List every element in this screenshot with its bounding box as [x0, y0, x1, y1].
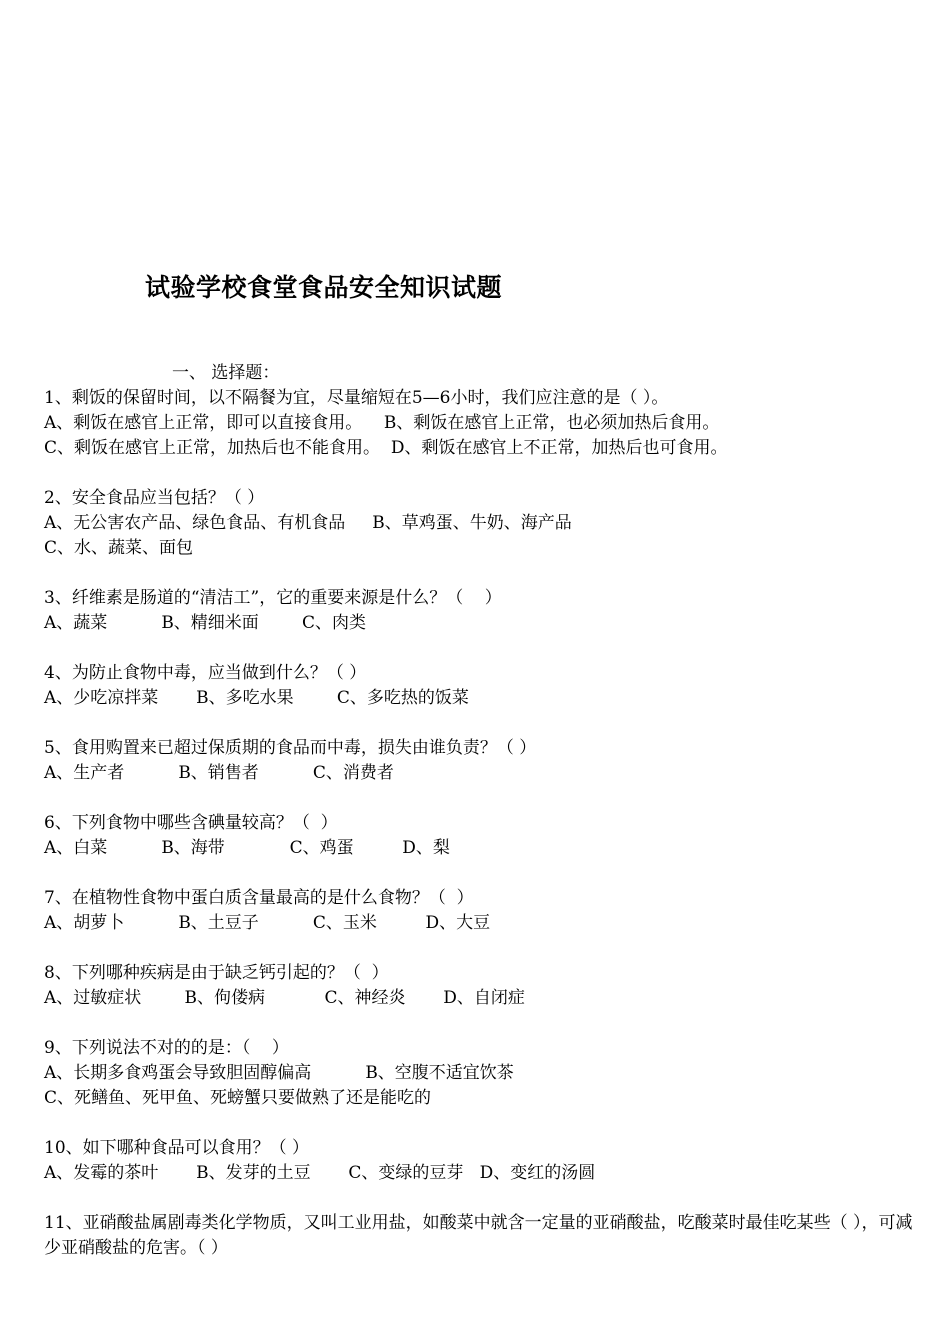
answer-options: C、死鳝鱼、死甲鱼、死螃蟹只要做熟了还是能吃的: [44, 1088, 432, 1108]
answer-options: A、蔬菜 B、精细米面 C、肉类: [44, 613, 367, 633]
answer-options: A、过敏症状 B、佝偻病 C、神经炎 D、自闭症: [44, 988, 525, 1008]
document-title: 试验学校食堂食品安全知识试题: [145, 273, 503, 302]
question-block: [44, 1136, 914, 1186]
question-block: [44, 661, 914, 711]
question-block: [44, 886, 914, 936]
question-text: 6、下列食物中哪些含碘量较高？（ ）: [44, 813, 338, 833]
answer-options: A、无公害农产品、绿色食品、有机食品 B、草鸡蛋、牛奶、海产品: [44, 513, 572, 533]
question-text: 8、下列哪种疾病是由于缺乏钙引起的？（ ）: [44, 963, 389, 983]
answer-options: A、生产者 B、销售者 C、消费者: [44, 763, 394, 783]
question-text: 9、下列说法不对的的是：（ ）: [44, 1038, 289, 1058]
question-text: 1、剩饭的保留时间，以不隔餐为宜，尽量缩短在5—6小时，我们应注意的是（ ）。: [44, 388, 669, 408]
question-block: [44, 1211, 914, 1261]
question-list: [44, 361, 914, 1261]
question-text: 5、食用购置来已超过保质期的食品而中毒，损失由谁负责？（ ）: [44, 738, 537, 758]
question-block: [44, 486, 914, 561]
section-heading: 一、 选择题：: [172, 363, 280, 383]
question-text: 10、如下哪种食品可以食用？（ ）: [44, 1138, 310, 1158]
answer-options: A、发霉的茶叶 B、发芽的土豆 C、变绿的豆芽 D、变红的汤圆: [44, 1163, 596, 1183]
answer-options: A、长期多食鸡蛋会导致胆固醇偏高 B、空腹不适宜饮茶: [44, 1063, 514, 1083]
question-block: [44, 586, 914, 636]
question-block: [44, 961, 914, 1011]
question-block: [44, 386, 914, 461]
answer-options: A、胡萝卜 B、土豆子 C、玉米 D、大豆: [44, 913, 491, 933]
answer-options: A、剩饭在感官上正常，即可以直接食用。 B、剩饭在感官上正常，也必须加热后食用。: [44, 413, 720, 433]
question-text: 4、为防止食物中毒，应当做到什么？（ ）: [44, 663, 367, 683]
answer-options: A、少吃凉拌菜 B、多吃水果 C、多吃热的饭菜: [44, 688, 469, 708]
question-text: 3、纤维素是肠道的“清洁工”，它的重要来源是什么？（ ）: [44, 588, 502, 608]
question-block: [44, 1036, 914, 1111]
question-text: 7、在植物性食物中蛋白质含量最高的是什么食物？（ ）: [44, 888, 474, 908]
question-text: 2、安全食品应当包括？（ ）: [44, 488, 265, 508]
answer-options: C、水、蔬菜、面包: [44, 538, 194, 558]
question-block: [44, 736, 914, 786]
question-text: 11、亚硝酸盐属剧毒类化学物质，又叫工业用盐，如酸菜中就含一定量的亚硝酸盐，吃酸菜时最佳吃某些（ ），可减少亚硝酸盐的危害。（ ）: [44, 1213, 913, 1258]
answer-options: C、剩饭在感官上正常，加热后也不能食用。 D、剩饭在感官上不正常，加热后也可食用。: [44, 438, 728, 458]
question-block: [44, 811, 914, 861]
answer-options: A、白菜 B、海带 C、鸡蛋 D、梨: [44, 838, 450, 858]
